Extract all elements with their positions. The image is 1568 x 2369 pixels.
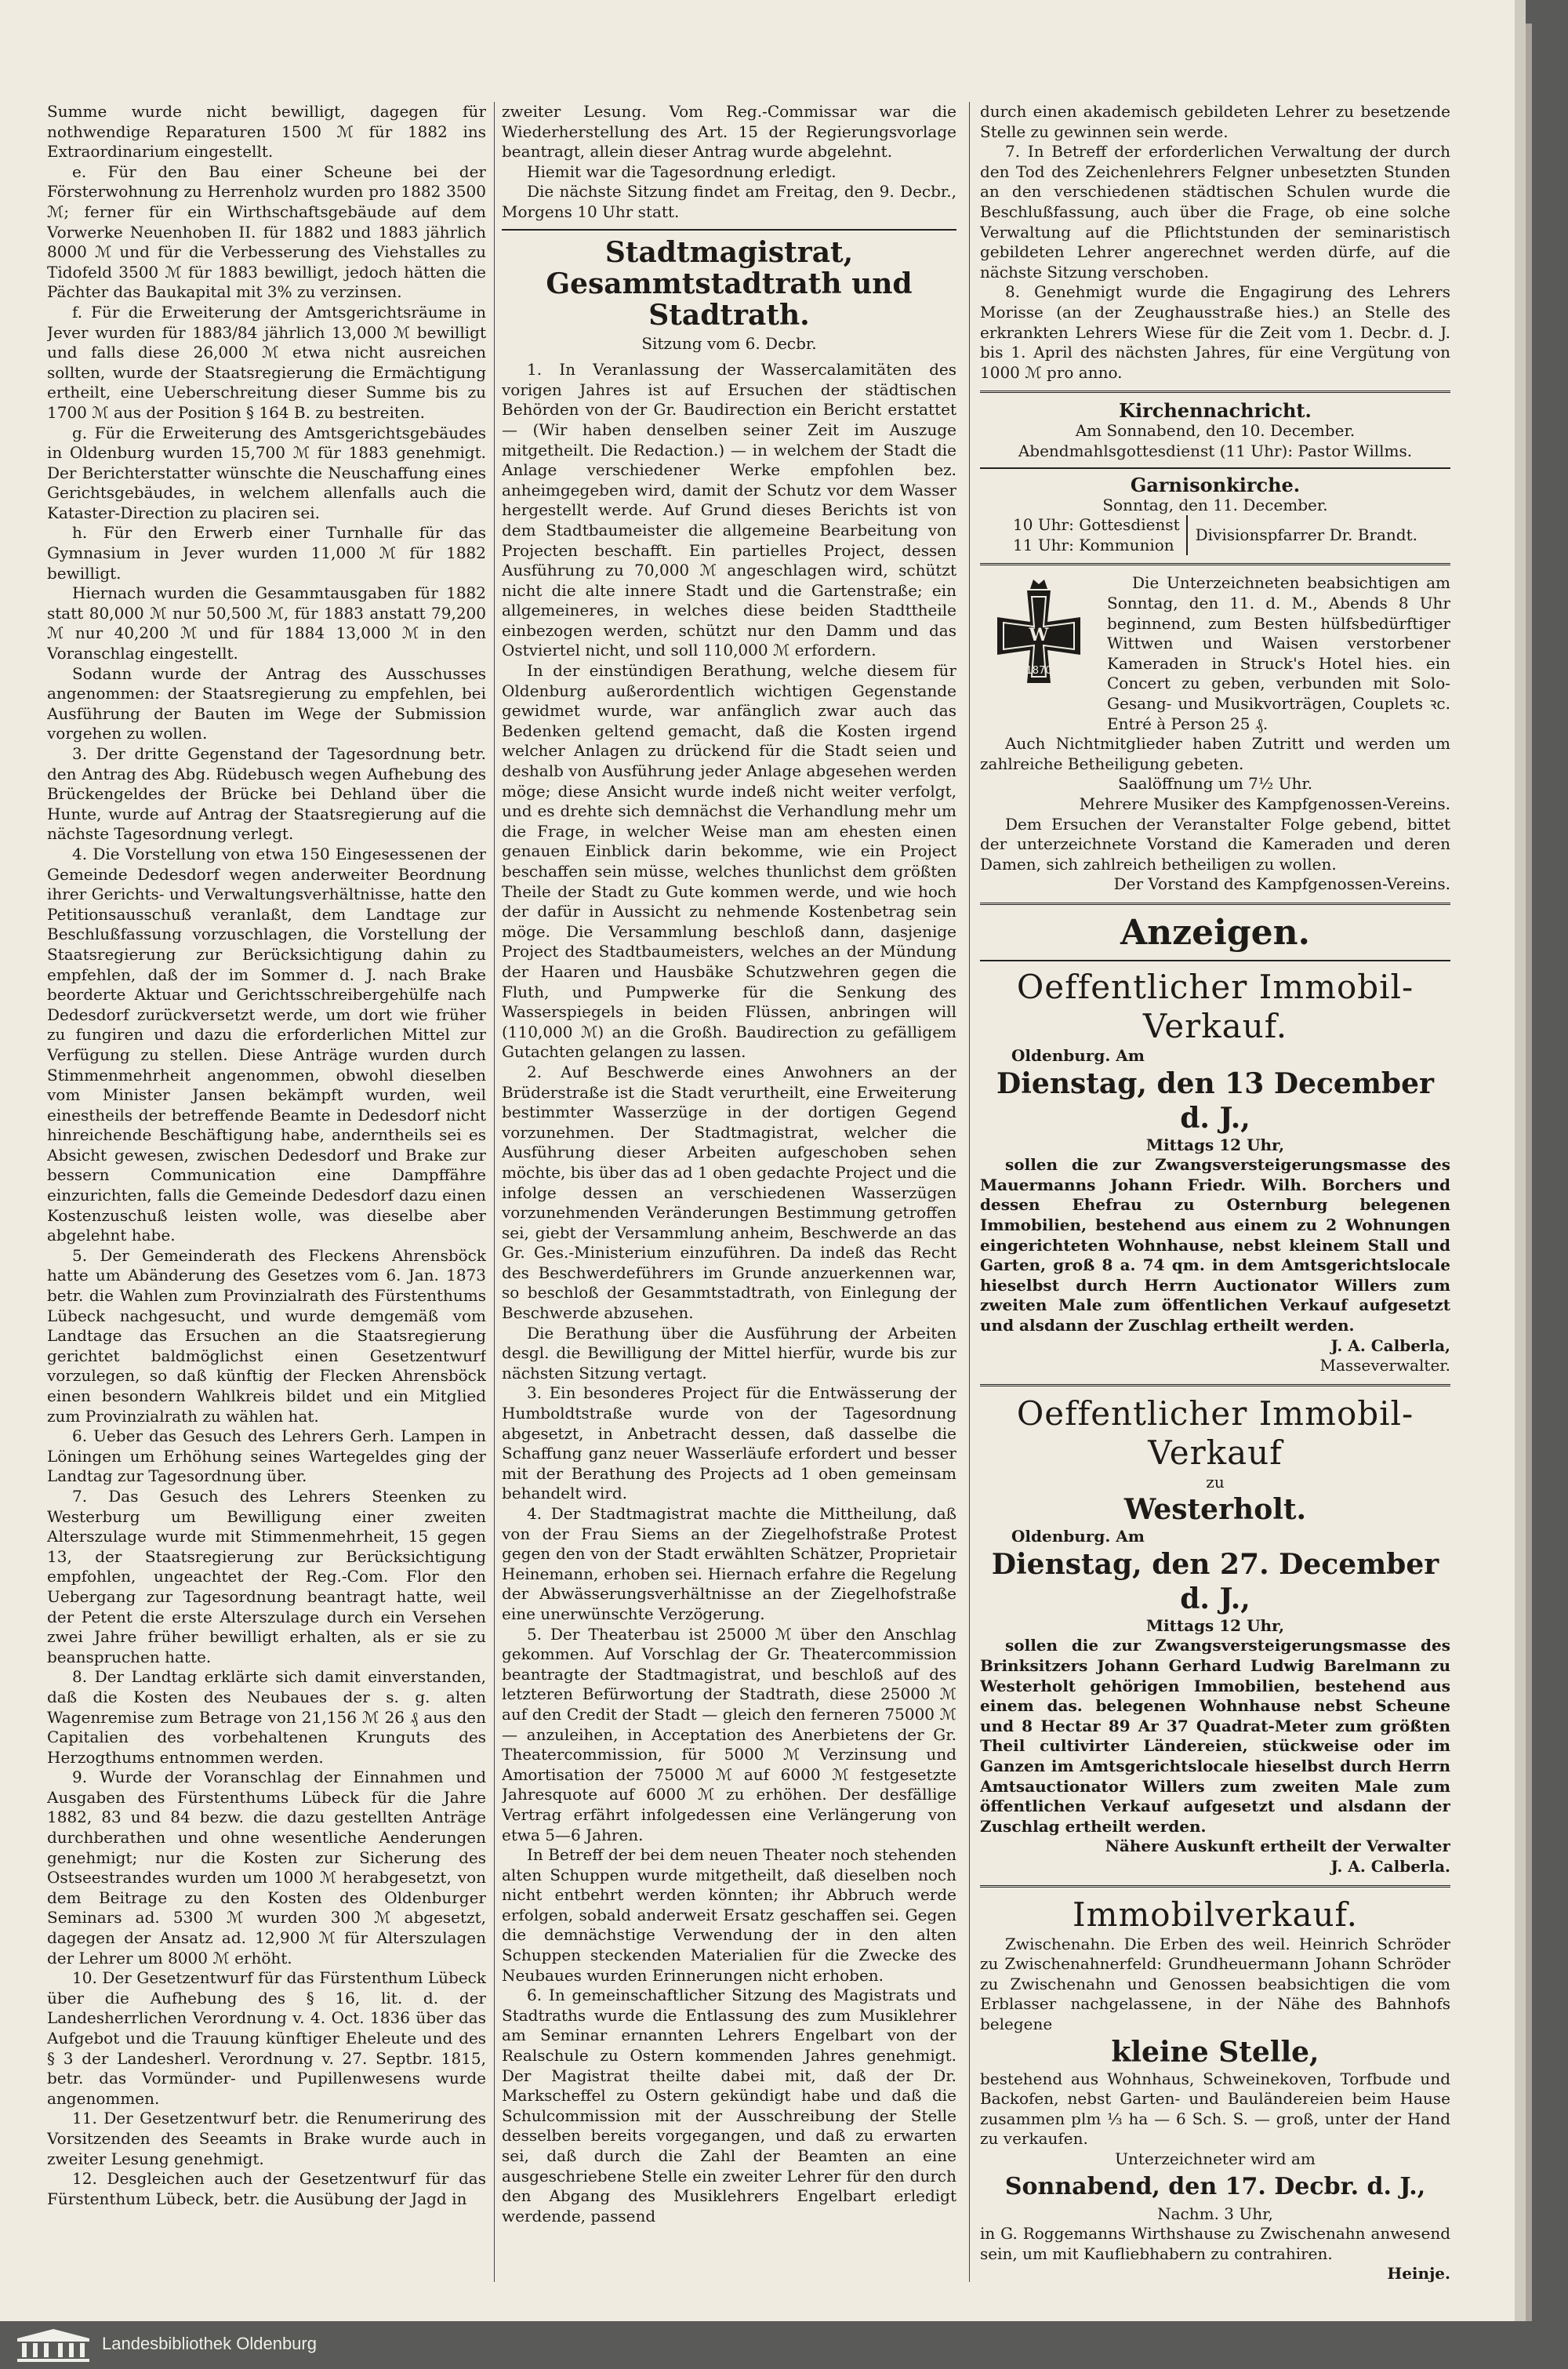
garrison-pastor: Divisionspfarrer Dr. Brandt. bbox=[1195, 525, 1417, 545]
ad-zu: zu bbox=[1206, 1472, 1225, 1492]
paragraph: zweiter Lesung. Vom Reg.-Commissar war die Wiederherstellung des Art. 15 der Regierungsvorlage beantragt, allein dieser Antrag wurde abgelehnt. bbox=[502, 102, 956, 162]
column-left bbox=[47, 102, 486, 2298]
paragraph: h. Für den Erwerb einer Turnhalle für das Gymnasium in Jever wurden 11,000 ℳ für 1882 bewilligt. bbox=[47, 523, 486, 583]
paragraph: 5. Der Theaterbau ist 25000 ℳ über den Anschlag gekommen. Auf Vorschlag der Gr. Theatercommission beantragte der Stadtmagistrat, und beschloß auf des letzteren Befürwortung der Stadtrath, diese 25000 ℳ auf den Credit der Stadt — gleich den ferneren 75000 ℳ — anzuleihen, in Acceptation des Anerbietens der Gr. Theatercommission, für 5000 ℳ Verzinsung und Amortisation der 75000 ℳ auf 6000 ℳ festgesetzte Jahresquote auf 6000 ℳ zu erhöhen. Der desfällige Vertrag erfährt infolgedessen eine Verlängerung von etwa 5—6 Jahren. bbox=[502, 1624, 956, 1844]
ad-title: Oeffentlicher Immobil-Verkauf bbox=[1016, 1393, 1414, 1472]
paragraph: Auch Nichtmitglieder haben Zutritt und werden um zahlreiche Betheiligung gebeten. bbox=[980, 734, 1450, 773]
ad-title: Immobilverkauf. bbox=[1073, 1895, 1358, 1934]
garrison-schedule bbox=[980, 515, 1450, 555]
paragraph: Summe wurde nicht bewilligt, dagegen für nothwendige Reparaturen 1500 ℳ für 1882 ins Extraordinarium eingestellt. bbox=[47, 102, 486, 162]
separator bbox=[980, 1885, 1450, 1888]
paragraph: 11. Der Gesetzentwurf betr. die Renumerirung des Vorsitzenden des Seeamts in Brake wurde auch in zweiter Lesung genehmigt. bbox=[47, 2109, 486, 2168]
church-heading: Kirchennachricht. bbox=[1119, 399, 1312, 423]
ad-date: Dienstag, den 27. December d. J., bbox=[991, 1547, 1439, 1615]
paragraph: 2. Auf Beschwerde eines Anwohners an der Brüderstraße ist die Stadt verurtheilt, eine Erweiterung bestimmter Wasserzüge in der dortigen Gegend vorzunehmen. Der Stadtmagistrat, welcher die Ausführung dieser Arbeiten aufgeschoben sehen möchte, bis über das ad 1 oben gedachte Project und die infolge dessen an verschiedenen Wasserzügen vorzunehmenden Veränderungen Bestimmung getroffen sei, giebt der Versammlung anheim, Beschwerde an das Gr. Ges.-Ministerium einzuführen. Da indeß das Recht des Beschwerdeführers im Grunde anzuerkennen war, so beschloß der Gesammtstadtrath, von Einlegung der Beschwerde abzusehen. bbox=[502, 1062, 956, 1323]
footer-bar bbox=[0, 2321, 1568, 2369]
paragraph: 3. Der dritte Gegenstand der Tagesordnung betr. den Antrag des Abg. Rüdebusch wegen Aufhebung des Brückengeldes der Brücke bei Dehland über die Hunte, wurde auf Antrag der Staatsregierung auf die nächste Tagesordnung verlegt. bbox=[47, 744, 486, 844]
column-middle bbox=[502, 102, 956, 2298]
service-time: 10 Uhr: Gottesdienst bbox=[1013, 515, 1180, 535]
separator bbox=[980, 467, 1450, 469]
ads-heading: Anzeigen. bbox=[1120, 912, 1310, 953]
separator bbox=[980, 563, 1450, 565]
separator bbox=[980, 960, 1450, 961]
paragraph: f. Für die Erweiterung der Amtsgerichtsräume in Jever wurden für 1883/84 jährlich 13,000 ℳ bewilligt und falls diese 26,000 ℳ etwa nicht ausreichen sollten, wurde der Staatsregierung die Ermächtigung ertheilt, eine Ueberschreitung dieser Summe bis zu 1700 ℳ aus der Position § 164 B. zu bestreiten. bbox=[47, 302, 486, 422]
ad-text: Unterzeichneter wird am bbox=[1115, 2149, 1316, 2168]
ad-text: sollen die zur Zwangsversteigerungsmasse des Brinksitzers Johann Gerhard Ludwig Barelmann zu Westerholt gehörigen Immobilien, bestehend aus einem das. belegenen Wohnhause nebst Scheune und 8 Hectar 89 Ar 37 Quadrat-Meter zum größten Theil cultivirter Ländereien, stückweise oder im Ganzen im Amtsgerichtslocale hieselbst durch Herrn Amtsauctionator Willers zum zweiten Male zum öffentlichen Verkauf aufgesetzt und alsdann der Zuschlag ertheilt werden. bbox=[980, 1636, 1450, 1836]
ad-signature: Nähere Auskunft ertheilt der Verwalter bbox=[1105, 1837, 1450, 1856]
separator bbox=[980, 1384, 1450, 1386]
paragraph: 4. Die Vorstellung von etwa 150 Eingesessenen der Gemeinde Dedesdorf wegen anderweiter Beordnung ihrer Gerichts- und Verwaltungsverhältnisse, hatte den Petitionsausschuß veranlaßt, dem Landtage zur Beschlußfassung vorzuschlagen, die Vorstellung der Staatsregierung zur Berücksichtigung dahin zu empfehlen, daß der im Sommer d. J. nach Brake beorderte Aktuar und Gerichtsschreibergehülfe nach Dedesdorf zurückversetzt werde, um dort wie früher zu fungiren und dazu die erforderlichen Mittel zur Verfügung zu stellen. Diese Anträge wurden durch Stimmenmehrheit angenommen, obwohl dieselben vom Minister Jansen bekämpft wurden, weil einestheils der betreffende Beamte in Dedesdorf nicht hinreichende Beschäftigung habe, anderntheils sei es Absicht gewesen, zwischen Dedesdorf und Brake zur bessern Communication eine Dampffähre einzurichten, falls die Gemeinde Dedesdorf dazu einen Kostenzuschuß leisten wolle, was dieselbe aber abgelehnt habe. bbox=[47, 844, 486, 1245]
paragraph: 12. Desgleichen auch der Gesetzentwurf für das Fürstenthum Lübeck, betr. die Ausübung der Jagd in bbox=[47, 2169, 486, 2208]
garrison-church-date: Sonntag, den 11. December. bbox=[1102, 495, 1328, 514]
cross-year: 1870 bbox=[1025, 665, 1052, 678]
ad-place: Oldenburg. Am bbox=[1011, 1045, 1145, 1065]
ad-location: Westerholt. bbox=[1123, 1493, 1307, 1527]
ad-date: Sonnabend, den 17. Decbr. d. J., bbox=[1004, 2172, 1426, 2200]
veterans-notice bbox=[980, 573, 1450, 734]
ad-time: Mittags 12 Uhr, bbox=[1145, 1135, 1285, 1154]
ad-time: Mittags 12 Uhr, bbox=[1145, 1615, 1285, 1635]
paragraph: Hiemit war die Tagesordnung erledigt. bbox=[527, 162, 837, 181]
ad-name: J. A. Calberla. bbox=[1330, 1857, 1450, 1876]
communion-time: 11 Uhr: Kommunion bbox=[1013, 535, 1174, 554]
paragraph: In Betreff der bei dem neuen Theater noch stehenden alten Schuppen wurde mitgetheilt, daß dieselben noch nicht entbehrt werden könnten; ihr Abbruch werde erfolgen, sobald anderweit Ersatz geschaffen sei. Gegen die demnächstige Verwendung der in den alten Schuppen steckenden Materialien für die Zwecke des Neubaues wurden Erinnerungen nicht erhoben. bbox=[502, 1845, 956, 1985]
library-building-icon bbox=[14, 2327, 93, 2364]
separator bbox=[502, 229, 956, 231]
separator bbox=[980, 903, 1450, 905]
paragraph: 7. In Betreff der erforderlichen Verwaltung der durch den Tod des Zeichenlehrers Felgner unbesetzten Stunden an den verschiedenen städtischen Schulen wurde die Beschlußfassung, auch über die Frage, ob eine solche Verwaltung auf die Pflichtstunden der seminaristisch gebildeten Lehrer angerechnet werden dürfe, auf die nächste Sitzung verschoben. bbox=[980, 142, 1450, 282]
paragraph: 4. Der Stadtmagistrat machte die Mittheilung, daß von der Frau Siems an der Ziegelhofstraße Protest gegen den von der Stadt erwählten Schätzer, Proprietair Heinemann, erhoben sei. Hiernach erfahre die Regelung der Abwässerungsverhältnisse an der Ziegelhofstraße eine unerwünschte Verzögerung. bbox=[502, 1504, 956, 1623]
section-subtitle: Sitzung vom 6. Decbr. bbox=[641, 333, 817, 353]
paragraph: Dem Ersuchen der Veranstalter Folge gebend, bittet der unterzeichnete Vorstand die Kameraden und deren Damen, sich zahlreich betheiligen zu wollen. bbox=[980, 814, 1450, 874]
paragraph: 6. In gemeinschaftlicher Sitzung des Magistrats und Stadtraths wurde die Entlassung des zum Musiklehrer am Seminar ernannten Lehrers Engelbart von der Realschule zu Ostern kommenden Jahres genehmigt. Der Magistrat theilte dabei mit, daß der Dr. Markscheffel zu Ostern gekündigt habe und daß die Schulcommission mit der Ausschreibung der Stelle desselben bereits vorgegangen, und daß zu erwarten sei, daß durch die Zahl der Beamten an eine ausgeschriebene Stelle ein zweiter Lehrer für den durch den Abgang des Musiklehrers Engelbart erledigt werdende, passend bbox=[502, 1986, 956, 2225]
paragraph: e. Für den Bau einer Scheune bei der Försterwohnung zu Herrenholz wurden pro 1882 3500 ℳ; ferner für ein Wirthschaftsgebäude auf dem Vorwerke Neuenhoben II. für 1882 und 1883 jährlich 8000 ℳ und für die Verbesserung des Viehstalles zu Tidofeld 3500 ℳ für 1883 bewilligt, jedoch hätten die Pächter das Baukapital mit 3% zu verzinsen. bbox=[47, 162, 486, 302]
paragraph: Die nächste Sitzung findet am Freitag, den 9. Decbr., Morgens 10 Uhr statt. bbox=[502, 182, 956, 221]
garrison-church-heading: Garnisonkirche. bbox=[1130, 474, 1301, 497]
ad-role: Masseverwalter. bbox=[1319, 1356, 1450, 1375]
garrison-times bbox=[1013, 515, 1188, 555]
paragraph: Saalöffnung um 7½ Uhr. bbox=[1117, 774, 1313, 794]
paragraph: 1. In Veranlassung der Wassercalamitäten des vorigen Jahres ist auf Ersuchen der städtischen Behörden von der Gr. Baudirection ein Bericht erstattet — (Wir haben denselben seiner Zeit im Auszuge mitgetheilt. Die Redaction.) — in welchem der Stadt die Anlage verschiedener Werke empfohlen bez. anheimgegeben wird, damit der Schutz vor dem Wasser hergestellt werde. Auf Grund dieses Berichts ist von dem Stadtbaumeister die allgemeine Bearbeitung von Projecten beschafft. Ein partielles Project, dessen Ausführung zu 70,000 ℳ angeschlagen wird, schützt nicht die alte innere Stadt und die Gartenstraße; ein allgemeineres, in welches diese beiden Stadttheile einbezogen werden, schützt nur den Damm und das Ostviertel nicht, und soll 110,000 ℳ erfordern. bbox=[502, 360, 956, 660]
ad-text: bestehend aus Wohnhaus, Schweinekoven, Torfbude und Backofen, nebst Garten- und Bauländereien beim Hause zusammen plm ⅓ ha — 6 Sch. S. — groß, unter der Hand zu verkaufen. bbox=[980, 2069, 1450, 2149]
paragraph: In der einstündigen Berathung, welche diesem für Oldenburg außerordentlich wichtigen Gegenstande gewidmet wurde, war anfänglich zwar auch das Bedenken geltend gemacht, daß die Kosten irgend welcher Anlagen zu drückend für die Stadt seien und deshalb von Ausführung jeder Anlage abgesehen werden möge; diese Ansicht wurde indeß nicht weiter verfolgt, und es drehte sich demnächst die Verhandlung mehr um die Frage, in welcher Weise man am ehesten einen genauen Einblick darin bekomme, wie ein Project beschaffen sein müsse, welches thunlichst dem größten Theile der Stadt zu Gute kommen werde, und wie hoch der dafür in Aussicht zu nehmende Kostenbetrag sein möge. Die Versammlung beschloß dann, dasjenige Project des Stadtbaumeisters, welches an der Mündung der Haaren und Hausbäke Schutzwehren gegen die Fluth, und Pumpwerke für die Senkung des Wasserspiegels in beiden Flüssen, anbringen will (110,000 ℳ) an die Großh. Baudirection zu gefälligem Gutachten gelangen zu lassen. bbox=[502, 661, 956, 1062]
column-divider bbox=[494, 102, 495, 2282]
church-service: Abendmahlsgottesdienst (11 Uhr): Pastor Willms. bbox=[1018, 441, 1413, 460]
column-right bbox=[980, 102, 1450, 2298]
ad-text: Zwischenahn. Die Erben des weil. Heinrich Schröder zu Zwischenahnerfeld: Grundheuermann Johann Schröder zu Zwischenahn und Genossen beabsichtigen die vom Erblasser nachgelassene, in der Nähe des Bahnhofs belegene bbox=[980, 1934, 1450, 2033]
signature: Mehrere Musiker des Kampfgenossen-Vereins. bbox=[1079, 794, 1450, 813]
paragraph: 6. Ueber das Gesuch des Lehrers Gerh. Lampen in Löningen um Erhöhung seines Wartegeldes ging der Landtag zur Tagesordnung über. bbox=[47, 1426, 486, 1486]
ad-highlight: kleine Stelle, bbox=[1111, 2035, 1319, 2069]
ad-time: Nachm. 3 Uhr, bbox=[1157, 2204, 1273, 2223]
paragraph: 5. Der Gemeinderath des Fleckens Ahrensböck hatte um Abänderung des Gesetzes vom 6. Jan. 1873 betr. die Wahlen zum Provinzialrath des Fürstenthums Lübeck nachgesucht, und wurde demgemäß vom Landtage das Ersuchen an die Staatsregierung gerichtet baldmöglichst einen Gesetzentwurf vorzulegen, so daß künftig der Flecken Ahrensböck einen besondern Wahlkreis bildet und ein Mitglied zum Provinzialrath zu wählen hat. bbox=[47, 1245, 486, 1426]
section-heading: Stadtmagistrat, Gesammtstadtrath und Stadtrath. bbox=[546, 235, 913, 332]
iron-cross-icon bbox=[980, 573, 1098, 699]
paragraph: durch einen akademisch gebildeten Lehrer zu besetzende Stelle zu gewinnen sein werde. bbox=[980, 102, 1450, 141]
page-edge bbox=[1526, 24, 1532, 2321]
signature: Der Vorstand des Kampfgenossen-Vereins. bbox=[1113, 874, 1450, 894]
paragraph: 3. Ein besonderes Project für die Entwässerung der Humboldtstraße wurde von der Tagesordnung abgesetzt, in Anbetracht dessen, daß dasselbe die Schaffung ganz neuer Wasserläufe erfordert und besser mit der Berathung des Projects ad 1 oben gemeinsam behandelt wird. bbox=[502, 1383, 956, 1503]
paragraph: Sodann wurde der Antrag des Ausschusses angenommen: der Staatsregierung zu empfehlen, bei Ausführung der Bauten im Wege der Submission vorgehen zu wollen. bbox=[47, 663, 486, 743]
library-name: Landesbibliothek Oldenburg bbox=[102, 2334, 317, 2353]
paragraph: Hiernach wurden die Gesammtausgaben für 1882 statt 80,000 ℳ nur 50,500 ℳ, für 1883 anstatt 79,200 ℳ nur 40,200 ℳ und für 1884 13,000 ℳ in den Voranschlag eingestellt. bbox=[47, 583, 486, 663]
paragraph: 8. Genehmigt wurde die Engagirung des Lehrers Morisse (an der Zeughausstraße hies.) an Stelle des erkrankten Lehrers Wiese für die Zeit vom 1. Decbr. d. J. bis 1. April des nächsten Jahres, für eine Vergütung von 1000 ℳ pro anno. bbox=[980, 282, 1450, 382]
paragraph: 10. Der Gesetzentwurf für das Fürstenthum Lübeck über die Aufhebung des § 16, lit. d. der Landesherrlichen Verordnung v. 4. Oct. 1836 über das Aufgebot und die Trauung künftiger Eheleute und des § 3 der Landesherl. Verordnung v. 27. Septbr. 1815, betr. das Vormünder- und Pupillenwesens wurde angenommen. bbox=[47, 1968, 486, 2108]
page-edge bbox=[1515, 0, 1526, 2321]
paragraph: Die Unterzeichneten beabsichtigen am Sonntag, den 11. d. M., Abends 8 Uhr beginnend, zum Besten hülfsbedürftiger Wittwen und Waisen verstorbener Kameraden in Struck's Hotel hies. ein Concert zu geben, verbunden mit Solo-Gesang- und Musikvorträgen, Couplets ꝛc. Entré à Person 25 ₰. bbox=[1107, 573, 1450, 733]
ad-title: Oeffentlicher Immobil-Verkauf. bbox=[1016, 967, 1414, 1045]
ad-text: in G. Roggemanns Wirthshause zu Zwischenahn anwesend sein, um mit Kaufliebhabern zu contrahiren. bbox=[980, 2224, 1450, 2263]
ad-signature: Heinje. bbox=[1387, 2264, 1450, 2284]
paragraph: g. Für die Erweiterung des Amtsgerichtsgebäudes in Oldenburg wurden 15,700 ℳ für 1883 genehmigt. Der Berichterstatter wünschte die Neuschaffung eines Gerichtsgebäudes, in welchem allenfalls auch die Kataster-Direction zu placiren sei. bbox=[47, 423, 486, 522]
ad-text: sollen die zur Zwangsversteigerungsmasse des Mauermanns Johann Friedr. Wilh. Borchers und dessen Ehefrau zu Osternburg belegenen Immobilien, bestehend aus einem zu 2 Wohnungen eingerichteten Wohnhause, nebst kleinem Stall und Garten, groß 8 a. 74 qm. in dem Amtsgerichtslocale hieselbst durch Herrn Auctionator Willers zum zweiten Male zum öffentlichen Verkauf aufgesetzt und alsdann der Zuschlag ertheilt werden. bbox=[980, 1155, 1450, 1335]
column-divider bbox=[969, 102, 970, 2282]
ad-date: Dienstag, den 13 December d. J., bbox=[996, 1066, 1434, 1135]
ad-signature: J. A. Calberla, bbox=[1330, 1335, 1450, 1355]
paragraph: 8. Der Landtag erklärte sich damit einverstanden, daß die Kosten des Neubaues der s. g. alten Wagenremise zum Betrage von 21,156 ℳ 26 ₰ aus den Capitalien des vorbehaltenen Krunguts des Herzogthums entnommen werden. bbox=[47, 1667, 486, 1767]
separator bbox=[980, 391, 1450, 393]
svg-text:W: W bbox=[1029, 625, 1049, 646]
church-date: Am Sonnabend, den 10. December. bbox=[1075, 420, 1356, 440]
ad-place: Oldenburg. Am bbox=[1011, 1527, 1145, 1546]
paragraph: Die Berathung über die Ausführung der Arbeiten desgl. die Bewilligung der Mittel hierfür, wurde bis zur nächsten Sitzung vertagt. bbox=[502, 1323, 956, 1383]
paragraph: 7. Das Gesuch des Lehrers Steenken zu Westerburg um Bewilligung einer zweiten Alterszulage wurde mit Stimmenmehrheit, 15 gegen 13, der Staatsregierung zur Berücksichtigung empfohlen, ungeachtet der Reg.-Com. Flor den Uebergang zur Tagesordnung beantragt hatte, weil der Petent die erste Alterszulage durch ein Versehen zwei Jahre früher bewilligt erhalten, als er sie zu beanspruchen hatte. bbox=[47, 1486, 486, 1666]
paragraph: 9. Wurde der Voranschlag der Einnahmen und Ausgaben des Fürstenthums Lübeck für die Jahre 1882, 83 und 84 bezw. die dazu gestellten Anträge durchberathen und ohne wesentliche Aenderungen genehmigt; nur die Kosten zur Sicherung des Ostseestrandes wurden um 1000 ℳ herabgesetzt, von dem Beitrage zu den Kosten des Oldenburger Seminars ad. 5300 ℳ wurden 300 ℳ abgesetzt, dagegen der Ansatz ad. 12,900 ℳ für Alterszulagen der Lehrer um 8000 ℳ erhöht. bbox=[47, 1768, 486, 1968]
